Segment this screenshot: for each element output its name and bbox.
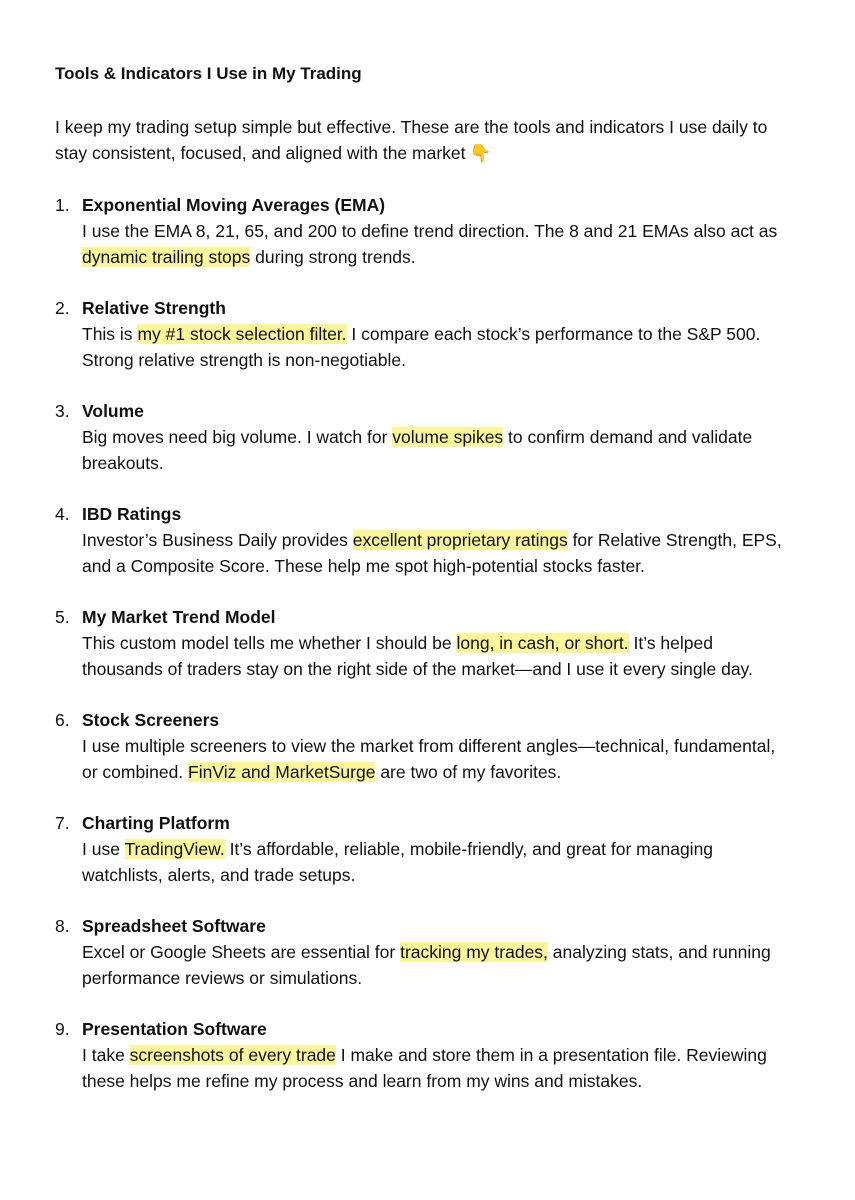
body-text: It’s helped thousands of traders stay on the right side of the market—and I use it every single day. — [82, 633, 753, 679]
list-item-charting-platform — [55, 810, 795, 888]
list-item-body — [82, 1042, 795, 1094]
list-item-title: Volume — [82, 401, 144, 421]
body-text: Excel or Google Sheets are essential for — [82, 942, 401, 962]
list-item-number: 2. — [55, 298, 70, 318]
list-item-number: 6. — [55, 710, 70, 730]
highlighted-text: long, in cash, or short. — [456, 633, 629, 653]
list-item-relative-strength — [55, 295, 795, 373]
highlighted-text: TradingView. — [124, 839, 225, 859]
body-text: I make and store them in a presentation file. Reviewing these helps me refine my process and learn from my wins and mistakes. — [82, 1045, 767, 1091]
highlighted-text: FinViz and MarketSurge — [188, 762, 376, 782]
body-text: I use multiple screeners to view the market from different angles—technical, fundamental, or combined. — [82, 736, 776, 782]
list-item-body — [82, 321, 795, 373]
body-text: analyzing stats, and running performance reviews or simulations. — [82, 942, 771, 988]
list-item-title: Spreadsheet Software — [82, 916, 266, 936]
tools-list — [55, 192, 795, 1094]
highlighted-text: volume spikes — [392, 427, 504, 447]
list-item-stock-screeners — [55, 707, 795, 785]
list-item-ibd-ratings — [55, 501, 795, 579]
body-text: Big moves need big volume. I watch for — [82, 427, 393, 447]
list-item-body — [82, 630, 795, 682]
list-item-title: Stock Screeners — [82, 710, 220, 730]
highlighted-text: excellent proprietary ratings — [352, 530, 568, 550]
list-item-ema — [55, 192, 795, 270]
list-item-body — [82, 836, 795, 888]
body-text: This custom model tells me whether I should be — [82, 633, 457, 653]
body-text: I use — [82, 839, 125, 859]
body-text: for Relative Strength, EPS, and a Composite Score. These help me spot high-potential stocks faster. — [82, 530, 782, 576]
list-item-number: 5. — [55, 607, 70, 627]
list-item-spreadsheet-software — [55, 913, 795, 991]
intro-text: I keep my trading setup simple but effective. These are the tools and indicators I use daily to stay consistent, focused, and aligned with the market — [55, 117, 768, 163]
list-item-body — [82, 424, 795, 476]
body-text: This is — [82, 324, 138, 344]
list-item-number: 3. — [55, 401, 70, 421]
list-item-title: Relative Strength — [82, 298, 226, 318]
list-item-title: My Market Trend Model — [82, 607, 276, 627]
pointing-down-emoji-icon: 👇 — [469, 143, 492, 163]
list-item-volume — [55, 398, 795, 476]
document — [55, 62, 795, 1119]
list-item-title: Presentation Software — [82, 1019, 267, 1039]
body-text: are two of my favorites. — [375, 762, 562, 782]
list-item-market-trend-model — [55, 604, 795, 682]
document-title: Tools & Indicators I Use in My Trading — [55, 64, 362, 83]
list-item-title: IBD Ratings — [82, 504, 182, 524]
highlighted-text: my #1 stock selection filter. — [137, 324, 347, 344]
intro-paragraph — [55, 114, 795, 166]
list-item-number: 8. — [55, 916, 70, 936]
body-text: I take — [82, 1045, 130, 1065]
highlighted-text: tracking my trades, — [400, 942, 548, 962]
list-item-number: 7. — [55, 813, 70, 833]
body-text: during strong trends. — [250, 247, 416, 267]
list-item-number: 9. — [55, 1019, 70, 1039]
highlighted-text: screenshots of every trade — [129, 1045, 336, 1065]
body-text: I use the EMA 8, 21, 65, and 200 to define trend direction. The 8 and 21 EMAs also act as — [82, 221, 778, 241]
body-text: to confirm demand and validate breakouts. — [82, 427, 753, 473]
highlighted-text: dynamic trailing stops — [82, 247, 251, 267]
list-item-body — [82, 527, 795, 579]
body-text: It’s affordable, reliable, mobile-friendly, and great for managing watchlists, alerts, and trade setups. — [82, 839, 714, 885]
body-text: Investor’s Business Daily provides — [82, 530, 353, 550]
list-item-body — [82, 733, 795, 785]
list-item-number: 1. — [55, 195, 70, 215]
list-item-number: 4. — [55, 504, 70, 524]
list-item-presentation-software — [55, 1016, 795, 1094]
list-item-title: Charting Platform — [82, 813, 230, 833]
list-item-body — [82, 939, 795, 991]
body-text: I compare each stock’s performance to the S&P 500. Strong relative strength is non-negotiable. — [82, 324, 761, 370]
list-item-title: Exponential Moving Averages (EMA) — [82, 195, 386, 215]
list-item-body — [82, 218, 795, 270]
